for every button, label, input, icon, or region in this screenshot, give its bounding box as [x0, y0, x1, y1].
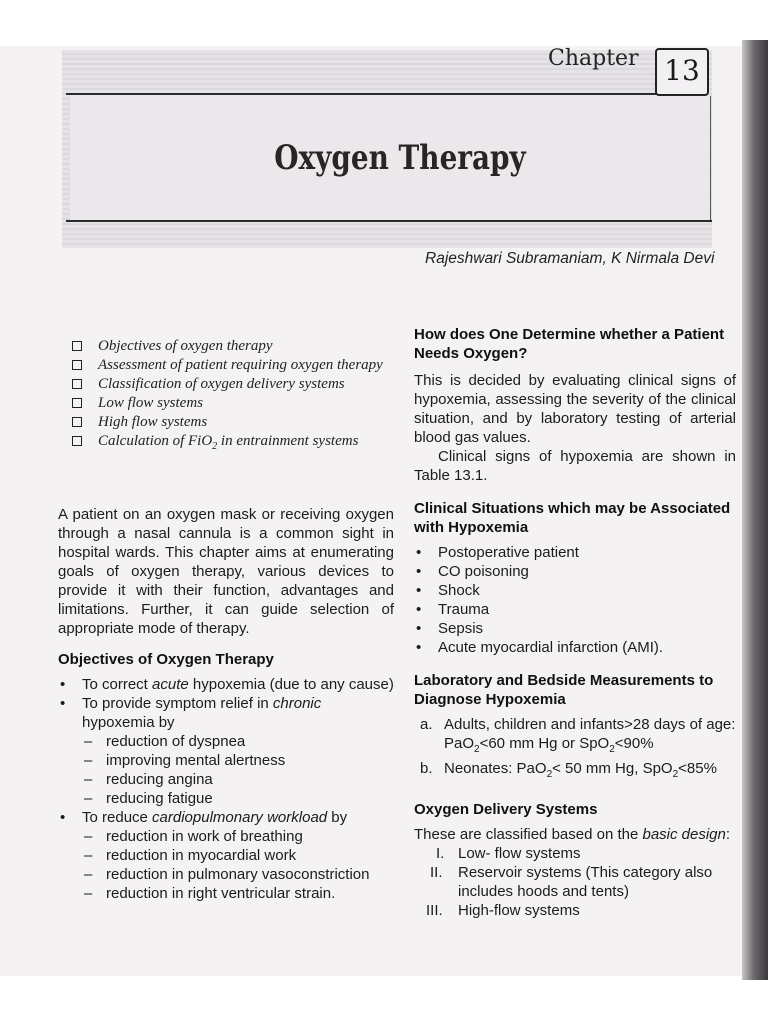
checkbox-square-icon	[72, 436, 82, 446]
sub-item: – reduction in right ventricular strain.	[84, 885, 336, 902]
clinical-situation-item: • CO poisoning	[416, 563, 529, 580]
sub-item: – improving mental alertness	[84, 752, 286, 769]
chapter-contents-list	[70, 337, 390, 456]
lab-item: b. Neonates: PaO$_2$< 50 mm Hg, SpO$_2$<85%	[420, 760, 717, 780]
contents-item: Classification of oxygen delivery systems	[70, 375, 390, 394]
clinical-situation-item: • Shock	[416, 582, 480, 599]
clinical-situations-list	[414, 543, 736, 657]
checkbox-square-icon	[72, 360, 82, 370]
assessment-paragraph: This is decided by evaluating clinical signs of hypoxemia, assessing the severity of the clinical situation, and by laboratory testing of arterial blood gas values.	[414, 372, 736, 446]
clinical-situation-item: • Trauma	[416, 601, 490, 618]
banner-bottom-rule	[66, 220, 712, 222]
objective-item: • To correct acute hypoxemia (due to any cause)	[60, 676, 394, 693]
contents-item: Assessment of patient requiring oxygen therapy	[70, 356, 390, 375]
chapter-label: Chapter	[548, 46, 639, 71]
checkbox-square-icon	[72, 398, 82, 408]
chapter-title: Oxygen Therapy	[274, 138, 526, 178]
sub-item: – reduction in work of breathing	[84, 828, 303, 845]
left-column	[58, 505, 394, 903]
objectives-list	[58, 675, 394, 903]
objectives-heading: Objectives of Oxygen Therapy	[58, 651, 274, 668]
delivery-systems-intro: These are classified based on the basic design:	[414, 826, 731, 843]
objective-sub-list	[82, 827, 394, 903]
clinical-situations-heading: Clinical Situations which may be Associated with Hypoxemia	[414, 500, 731, 536]
checkbox-square-icon	[72, 417, 82, 427]
clinical-situation-item: • Acute myocardial infarction (AMI).	[416, 639, 664, 656]
right-column	[414, 325, 736, 920]
banner-top-rule	[66, 93, 656, 95]
delivery-systems-heading: Oxygen Delivery Systems	[414, 801, 598, 818]
delivery-system-item: I. Low- flow systems	[436, 845, 581, 862]
sub-item: – reducing angina	[84, 771, 213, 788]
clinical-situation-item: • Sepsis	[416, 620, 484, 637]
objective-item: • To reduce cardiopulmonary workload by – reduction in work of breathing – reduction in myocardial work – reduction in pulmonary vasoconstriction – reduction in right ventricular strain.	[58, 808, 394, 903]
intro-paragraph: A patient on an oxygen mask or receiving oxygen through a nasal cannula is a common sight in hospital wards. This chapter aims at enumerating goals of oxygen therapy, various devices to provide it with their function, advantages and limitations. Further, it can guide selection of appropriate mode of therapy.	[58, 506, 394, 637]
chapter-number: 13	[655, 48, 709, 96]
assessment-heading: How does One Determine whether a Patient Needs Oxygen?	[414, 326, 725, 362]
sub-item: – reduction of dyspnea	[84, 733, 246, 750]
contents-item: Low flow systems	[70, 394, 390, 413]
checkbox-square-icon	[72, 341, 82, 351]
lab-item: a. Adults, children and infants>28 days of age: PaO$_2$<60 mm Hg or SpO$_2$<90%	[420, 716, 736, 755]
lab-measurements-list	[414, 715, 736, 784]
assessment-paragraph-2: Clinical signs of hypoxemia are shown in Table 13.1.	[414, 448, 736, 484]
lab-measurements-heading: Laboratory and Bedside Measurements to Diagnose Hypoxemia	[414, 672, 714, 708]
chapter-authors: Rajeshwari Subramaniam, K Nirmala Devi	[425, 250, 715, 267]
contents-item: Objectives of oxygen therapy	[70, 337, 390, 356]
objective-sub-list	[82, 732, 394, 808]
delivery-system-item: II. Reservoir systems (This category also includes hoods and tents)	[430, 864, 713, 900]
sub-item: – reducing fatigue	[84, 790, 213, 807]
delivery-system-item: III. High-flow systems	[426, 902, 580, 919]
clinical-situation-item: • Postoperative patient	[416, 544, 579, 561]
checkbox-square-icon	[72, 379, 82, 389]
objective-item: • To provide symptom relief in chronic hypoxemia by – reduction of dyspnea – improving mental alertness – reducing angina – reducing fatigue	[58, 694, 394, 808]
contents-item: Calculation of FiO$_2$ in entrainment systems	[70, 432, 390, 456]
sub-item: – reduction in myocardial work	[84, 847, 297, 864]
page-gutter-shadow	[742, 40, 768, 980]
sub-item: – reduction in pulmonary vasoconstriction	[84, 866, 370, 883]
delivery-systems-list	[414, 844, 736, 920]
contents-item: High flow systems	[70, 413, 390, 432]
